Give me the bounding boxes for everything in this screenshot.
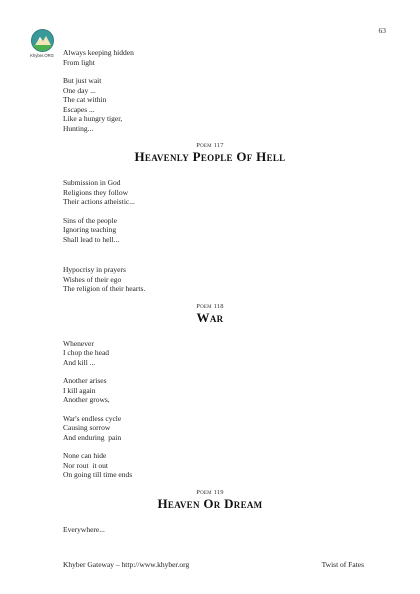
- footer-site-link[interactable]: Khyber Gateway – http://www.khyber.org: [63, 560, 190, 569]
- poem-line: I kill again: [63, 385, 96, 395]
- poem-line: Causing sorrow: [63, 423, 111, 432]
- footer-book-title: Twist of Fates: [321, 560, 364, 569]
- poem-line: Hypocrisy in prayers: [63, 265, 126, 274]
- poem-title: Heaven Or Dream: [157, 495, 263, 511]
- poem-line: Their actions atheistic...: [63, 197, 135, 206]
- stanza: [63, 48, 363, 67]
- poem-number: Poem 118: [196, 302, 224, 310]
- stanza: [63, 178, 363, 207]
- poem-content: [63, 48, 363, 543]
- poem-title: War: [196, 309, 224, 325]
- page-number: 63: [378, 26, 386, 35]
- page-footer: [63, 560, 364, 569]
- poem-number: Poem 119: [196, 488, 224, 496]
- poem-line: Sins of the people: [63, 215, 117, 225]
- poem-line: Ignoring teaching: [63, 225, 117, 234]
- poem-header-119: [0, 489, 420, 512]
- mountain-logo-icon: [31, 29, 54, 52]
- poem-line: And enduring pain: [63, 432, 122, 442]
- logo-text: Khyber.ORG: [30, 53, 54, 58]
- poem-header-118: [0, 303, 420, 326]
- stanza: [63, 451, 363, 480]
- poem-line: The religion of their hearts.: [63, 284, 146, 293]
- poem-line: Whenever: [63, 338, 94, 348]
- poem-line: Always keeping hidden: [63, 48, 134, 57]
- poem-line: None can hide: [63, 451, 107, 460]
- poem-line: Hunting...: [63, 123, 94, 133]
- poem-line: But just wait: [63, 76, 102, 85]
- stanza: [63, 376, 363, 405]
- poem-line: Wishes of their ego: [63, 274, 122, 284]
- poem-line: One day ...: [63, 85, 96, 95]
- stanza: [63, 525, 363, 535]
- poem-line: War's endless cycle: [63, 413, 122, 423]
- stanza: [63, 265, 363, 294]
- poem-line: Submission in God: [63, 178, 121, 187]
- poem-number: Poem 117: [196, 142, 224, 149]
- poem-line: From light: [63, 57, 95, 67]
- poem-title: Heavenly People Of Hell: [134, 149, 286, 164]
- poem-line: Nor rout it out: [63, 460, 108, 470]
- poem-line: Religions they follow: [63, 187, 128, 197]
- poem-line: And kill ...: [63, 357, 96, 367]
- poem-line: On going till time ends: [63, 470, 133, 479]
- stanza: [63, 76, 363, 133]
- poem-line: I chop the head: [63, 348, 110, 357]
- poem-line: Like a hungry tiger,: [63, 114, 123, 123]
- stanza: [63, 414, 363, 443]
- site-logo[interactable]: [27, 29, 57, 58]
- poem-line: Another grows,: [63, 395, 110, 404]
- stanza: [63, 216, 363, 245]
- poem-header-117: [0, 142, 420, 165]
- poem-line: Everywhere...: [63, 524, 105, 534]
- poem-line: The cat within: [63, 95, 107, 104]
- poem-line: Escapes ...: [63, 104, 95, 114]
- poem-line: Shall lead to hell...: [63, 234, 120, 244]
- poem-line: Another arises: [63, 376, 107, 385]
- stanza: [63, 339, 363, 368]
